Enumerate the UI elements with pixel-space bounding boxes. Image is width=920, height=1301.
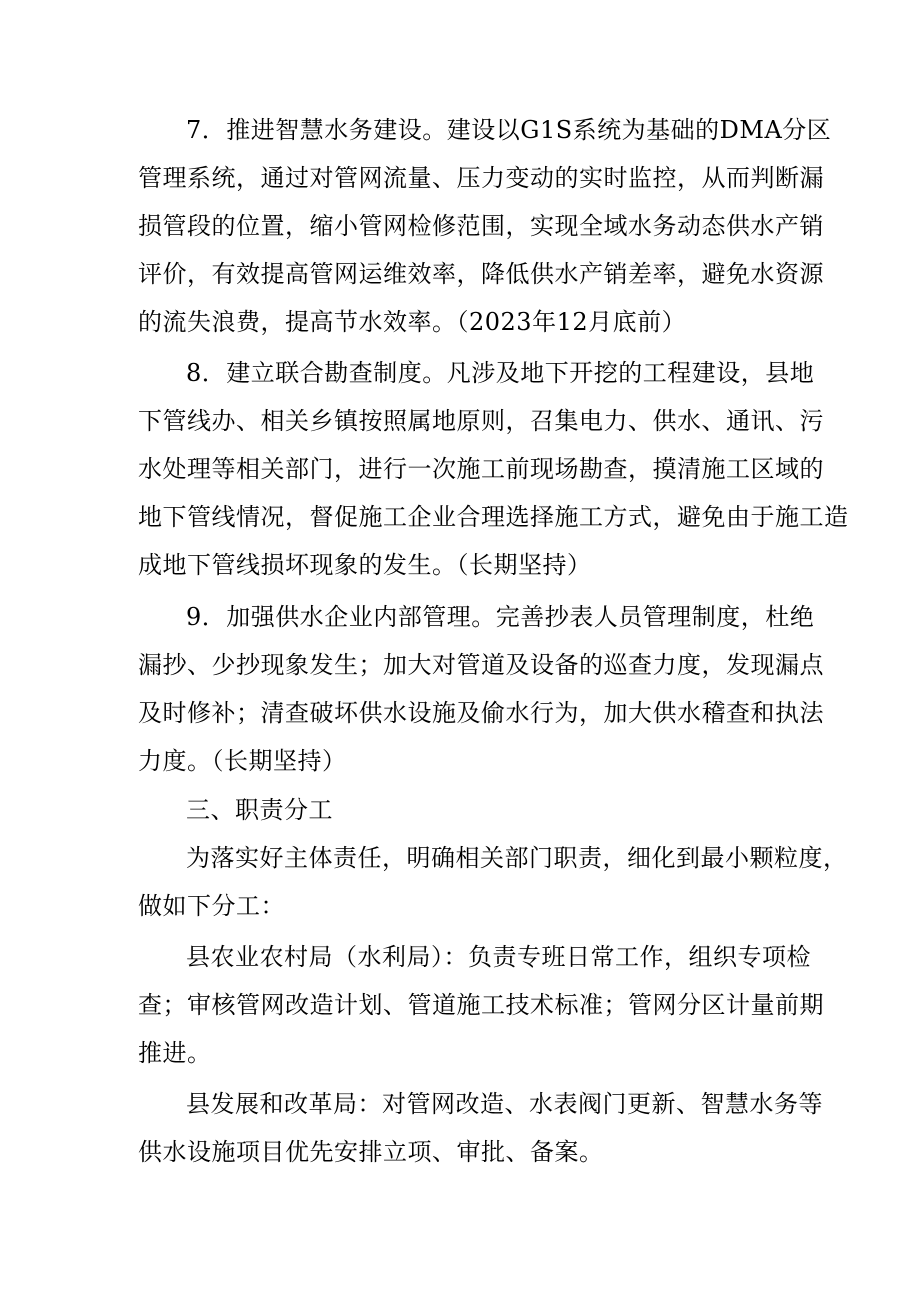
text-line: 损管段的位置，缩小管网检修范围，实现全域水务动态供水产销 — [138, 212, 824, 240]
text-line: 7．推进智慧水务建设。建设以G1S系统为基础的DMA分区 — [186, 116, 832, 144]
text-line: 力度。（长期坚持） — [138, 747, 347, 775]
text-line: 县农业农村局（水利局）：负责专班日常工作，组织专项检 — [186, 943, 811, 971]
section-heading: 三、职责分工 — [186, 796, 333, 824]
text-line: 为落实好主体责任，明确相关部门职责，细化到最小颗粒度， — [186, 844, 848, 872]
text-line: 成地下管线损坏现象的发生。（长期坚持） — [138, 551, 592, 579]
text-line: 漏抄、少抄现象发生；加大对管道及设备的巡查力度，发现漏点 — [138, 651, 824, 679]
text-line: 做如下分工： — [138, 892, 285, 920]
text-line: 下管线办、相关乡镇按照属地原则，召集电力、供水、通讯、污 — [138, 407, 824, 435]
text-line: 查；审核管网改造计划、管道施工技术标准；管网分区计量前期 — [138, 991, 824, 1019]
text-line: 县发展和改革局：对管网改造、水表阀门更新、智慧水务等 — [186, 1090, 823, 1118]
text-line: 推进。 — [138, 1039, 212, 1067]
text-line: 的流失浪费，提高节水效率。（2023年12月底前） — [138, 308, 687, 336]
text-line: 供水设施项目优先安排立项、审批、备案。 — [138, 1138, 604, 1166]
text-line: 地下管线情况，督促施工企业合理选择施工方式，避免由于施工造 — [138, 503, 849, 531]
text-line: 评价，有效提高管网运维效率，降低供水产销差率，避免水资源 — [138, 260, 824, 288]
text-line: 管理系统，通过对管网流量、压力变动的实时监控，从而判断漏 — [138, 164, 824, 192]
text-line: 水处理等相关部门，进行一次施工前现场勘查，摸清施工区域的 — [138, 455, 824, 483]
text-line: 及时修补；清查破坏供水设施及偷水行为，加大供水稽查和执法 — [138, 699, 824, 727]
text-line: 9．加强供水企业内部管理。完善抄表人员管理制度，杜绝 — [186, 603, 815, 631]
text-line: 8．建立联合勘查制度。凡涉及地下开挖的工程建设，县地 — [186, 359, 815, 387]
